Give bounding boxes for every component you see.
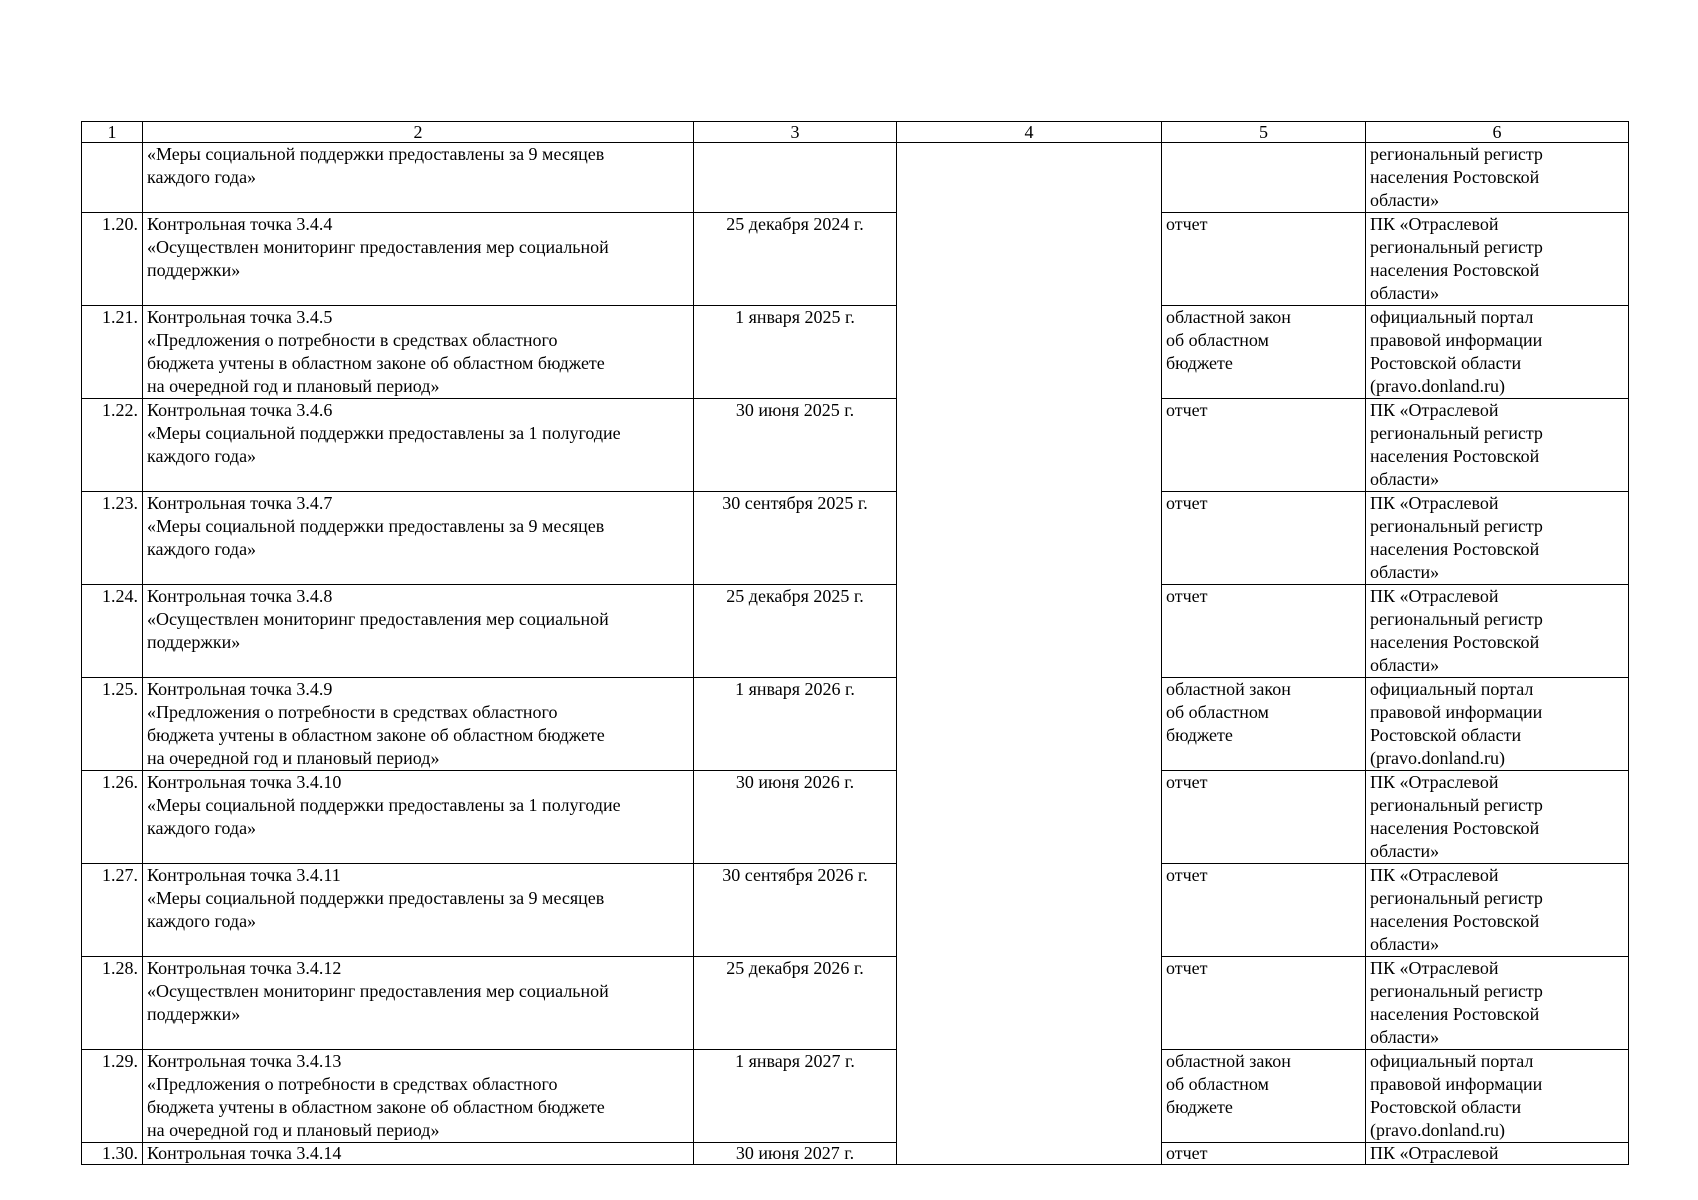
table-row [82,585,1629,678]
text-line: области» [1370,283,1440,303]
text-line: 30 сентября 2025 г. [722,493,868,513]
text-line: 1.25. [102,679,138,699]
text-line: об областном [1166,1074,1269,1094]
control-point-name-cell [143,957,694,1050]
document-type-cell [1162,213,1366,306]
document-type-cell [1162,957,1366,1050]
table-row [82,399,1629,492]
document-type-cell [1162,1143,1366,1165]
text-line: области» [1370,655,1440,675]
table-row [82,957,1629,1050]
document-type-cell [1162,1050,1366,1143]
text-line: ПК «Отраслевой [1370,214,1499,234]
document-type-cell [1162,399,1366,492]
control-point-name-cell [143,771,694,864]
information-source-cell [1366,492,1629,585]
text-line: поддержки» [147,260,241,280]
text-line: Контрольная точка 3.4.11 [147,865,341,885]
text-line: об областном [1166,330,1269,350]
control-point-name-cell [143,143,694,213]
row-number-cell [82,492,143,585]
control-point-name-cell [143,492,694,585]
deadline-cell [694,306,897,399]
text-line: (pravo.donland.ru) [1370,748,1505,768]
text-line: населения Ростовской [1370,632,1540,652]
text-line: 30 сентября 2026 г. [722,865,868,885]
table-row [82,678,1629,771]
text-line: Ростовской области [1370,725,1522,745]
text-line: ПК «Отраслевой [1370,865,1499,885]
deadline-cell [694,771,897,864]
text-line: 1.24. [102,586,138,606]
row-number-cell [82,585,143,678]
text-line: Ростовской области [1370,1097,1522,1117]
information-source-cell [1366,771,1629,864]
table-body [82,122,1629,1165]
text-line: ПК «Отраслевой [1370,586,1499,606]
text-line: 30 июня 2025 г. [735,400,855,420]
information-source-cell [1366,1050,1629,1143]
text-line: 1.20. [102,214,138,234]
text-line: региональный регистр [1370,516,1543,536]
text-line: (pravo.donland.ru) [1370,376,1505,396]
text-line: правовой информации [1370,1074,1543,1094]
document-type-cell [1162,492,1366,585]
text-line: области» [1370,469,1440,489]
text-line: каждого года» [147,539,257,559]
column-number-cell: 5 [1162,122,1366,143]
text-line: отчет [1166,772,1208,792]
text-line: области» [1370,934,1440,954]
row-number-cell [82,213,143,306]
text-line: правовой информации [1370,702,1543,722]
text-line: «Осуществлен мониторинг предоставления мер социальной [147,981,609,1001]
text-line: на очередной год и плановый период» [147,1120,440,1140]
text-line: населения Ростовской [1370,539,1540,559]
text-line: 1 января 2027 г. [735,1051,855,1071]
deadline-cell [694,864,897,957]
text-line: бюджете [1166,353,1233,373]
column-numbers-row [82,122,1629,143]
text-line: 1.26. [102,772,138,792]
text-line: области» [1370,562,1440,582]
text-line: отчет [1166,493,1208,513]
text-line: региональный регистр [1370,423,1543,443]
text-line: «Осуществлен мониторинг предоставления мер социальной [147,609,609,629]
text-line: Контрольная точка 3.4.6 [147,400,333,420]
deadline-cell [694,399,897,492]
text-line: Контрольная точка 3.4.13 [147,1051,342,1071]
text-line: 1.29. [102,1051,138,1071]
text-line: ПК «Отраслевой [1370,400,1499,420]
text-line: региональный регистр [1370,981,1543,1001]
text-line: бюджета учтены в областном законе об областном бюджете [147,1097,605,1117]
information-source-cell [1366,1143,1629,1165]
column-number-cell: 4 [897,122,1162,143]
row-number-cell [82,864,143,957]
control-points-table [81,121,1629,1165]
text-line: официальный портал [1370,679,1534,699]
text-line: Контрольная точка 3.4.9 [147,679,333,699]
text-line: бюджета учтены в областном законе об областном бюджете [147,353,605,373]
text-line: «Предложения о потребности в средствах областного [147,702,558,722]
text-line: отчет [1166,1143,1208,1163]
table-row [82,306,1629,399]
text-line: каждого года» [147,167,257,187]
text-line: «Меры социальной поддержки предоставлены за 9 месяцев [147,516,605,536]
text-line: области» [1370,841,1440,861]
information-source-cell [1366,143,1629,213]
control-point-name-cell [143,213,694,306]
control-point-name-cell [143,1143,694,1165]
deadline-cell [694,585,897,678]
deadline-cell [694,143,897,213]
text-line: отчет [1166,400,1208,420]
text-line: 1.27. [102,865,138,885]
document-type-cell [1162,771,1366,864]
text-line: населения Ростовской [1370,818,1540,838]
table-row [82,492,1629,585]
text-line: региональный регистр [1370,795,1543,815]
text-line: об областном [1166,702,1269,722]
column-number-cell: 1 [82,122,143,143]
text-line: областной закон [1166,307,1291,327]
text-line: отчет [1166,958,1208,978]
text-line: ПК «Отраслевой [1370,958,1499,978]
text-line: «Предложения о потребности в средствах областного [147,330,558,350]
text-line: ПК «Отраслевой [1370,1143,1499,1163]
text-line: 1 января 2026 г. [735,679,855,699]
control-point-name-cell [143,864,694,957]
text-line: официальный портал [1370,307,1534,327]
row-number-cell [82,1050,143,1143]
text-line: Контрольная точка 3.4.12 [147,958,342,978]
row-number-cell [82,678,143,771]
text-line: каждого года» [147,818,257,838]
deadline-cell [694,678,897,771]
text-line: правовой информации [1370,330,1543,350]
text-line: на очередной год и плановый период» [147,748,440,768]
information-source-cell [1366,864,1629,957]
deadline-cell [694,213,897,306]
text-line: региональный регистр [1370,144,1543,164]
deadline-cell [694,1143,897,1165]
text-line: отчет [1166,586,1208,606]
row-number-cell [82,399,143,492]
text-line: региональный регистр [1370,237,1543,257]
text-line: каждого года» [147,911,257,931]
text-line: на очередной год и плановый период» [147,376,440,396]
text-line: населения Ростовской [1370,911,1540,931]
table-row [82,864,1629,957]
information-source-cell [1366,957,1629,1050]
document-type-cell [1162,864,1366,957]
control-point-name-cell [143,585,694,678]
row-number-cell [82,771,143,864]
deadline-cell [694,492,897,585]
text-line: 1.30. [102,1143,138,1163]
text-line: ПК «Отраслевой [1370,772,1499,792]
row-number-cell [82,306,143,399]
information-source-cell [1366,399,1629,492]
text-line: отчет [1166,865,1208,885]
information-source-cell [1366,585,1629,678]
text-line: бюджета учтены в областном законе об областном бюджете [147,725,605,745]
text-line: бюджете [1166,1097,1233,1117]
control-point-name-cell [143,678,694,771]
text-line: 1.21. [102,307,138,327]
information-source-cell [1366,306,1629,399]
information-source-cell [1366,213,1629,306]
column-number-cell: 2 [143,122,694,143]
table-row [82,1050,1629,1143]
text-line: Контрольная точка 3.4.14 [147,1143,342,1163]
text-line: населения Ростовской [1370,260,1540,280]
text-line: Ростовской области [1370,353,1522,373]
text-line: населения Ростовской [1370,446,1540,466]
text-line: отчет [1166,214,1208,234]
column-number-cell: 6 [1366,122,1629,143]
information-source-cell [1366,678,1629,771]
text-line: области» [1370,190,1440,210]
text-line: каждого года» [147,446,257,466]
text-line: 1.28. [102,958,138,978]
text-line: Контрольная точка 3.4.10 [147,772,342,792]
document-type-cell [1162,585,1366,678]
text-line: Контрольная точка 3.4.5 [147,307,333,327]
text-line: населения Ростовской [1370,167,1540,187]
text-line: «Меры социальной поддержки предоставлены за 9 месяцев [147,144,605,164]
text-line: бюджете [1166,725,1233,745]
table-row [82,771,1629,864]
text-line: Контрольная точка 3.4.7 [147,493,333,513]
deadline-cell [694,957,897,1050]
control-point-name-cell [143,306,694,399]
text-line: 30 июня 2026 г. [735,772,855,792]
table-row [82,213,1629,306]
document-type-cell [1162,306,1366,399]
control-point-name-cell [143,1050,694,1143]
text-line: 25 декабря 2025 г. [726,586,864,606]
text-line: областной закон [1166,1051,1291,1071]
document-type-cell [1162,143,1366,213]
text-line: 25 декабря 2024 г. [726,214,864,234]
row-number-cell [82,143,143,213]
text-line: (pravo.donland.ru) [1370,1120,1505,1140]
text-line: населения Ростовской [1370,1004,1540,1024]
text-line: области» [1370,1027,1440,1047]
text-line: «Предложения о потребности в средствах областного [147,1074,558,1094]
text-line: официальный портал [1370,1051,1534,1071]
text-line: поддержки» [147,1004,241,1024]
continuation-row [82,143,1629,213]
row-number-cell [82,1143,143,1165]
control-point-name-cell [143,399,694,492]
text-line: 30 июня 2027 г. [735,1143,855,1163]
text-line: 1 января 2025 г. [735,307,855,327]
text-line: региональный регистр [1370,888,1543,908]
text-line: ПК «Отраслевой [1370,493,1499,513]
text-line: Контрольная точка 3.4.4 [147,214,333,234]
text-line: «Меры социальной поддержки предоставлены за 1 полугодие [147,795,621,815]
text-line: областной закон [1166,679,1291,699]
text-line: «Меры социальной поддержки предоставлены за 9 месяцев [147,888,605,908]
text-line: «Меры социальной поддержки предоставлены за 1 полугодие [147,423,621,443]
document-type-cell [1162,678,1366,771]
text-line: 1.23. [102,493,138,513]
text-line: Контрольная точка 3.4.8 [147,586,333,606]
text-line: «Осуществлен мониторинг предоставления мер социальной [147,237,609,257]
text-line: поддержки» [147,632,241,652]
table-row [82,1143,1629,1165]
text-line: 1.22. [102,400,138,420]
text-line: 25 декабря 2026 г. [726,958,864,978]
column-number-cell: 3 [694,122,897,143]
deadline-cell [694,1050,897,1143]
responsible-cell [897,143,1162,1165]
row-number-cell [82,957,143,1050]
text-line: региональный регистр [1370,609,1543,629]
